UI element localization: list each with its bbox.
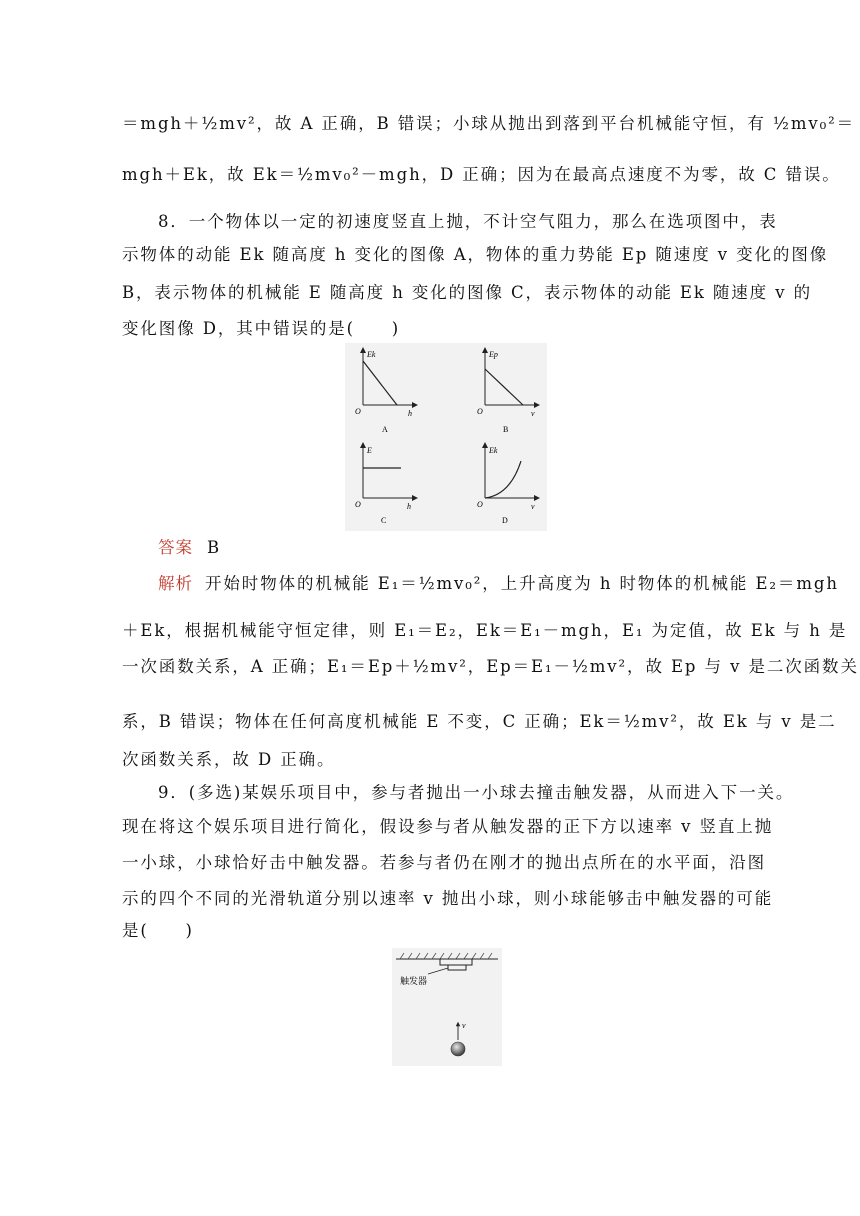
graph-d-caption: D (502, 516, 508, 525)
question-8-line: 示物体的动能 Ek 随高度 h 变化的图像 A，物体的重力势能 Ep 随速度 v 变化的图像 (122, 245, 829, 264)
trigger-figure (392, 948, 502, 1066)
graph-a (355, 350, 415, 434)
velocity-label: v (462, 1021, 466, 1030)
graph-c-ylabel: E (367, 446, 372, 455)
analysis-line: 次函数关系，故 D 正确。 (122, 750, 336, 769)
question-8-line: 8．一个物体以一定的初速度竖直上抛，不计空气阻力，那么在选项图中，表 (158, 212, 778, 231)
graph-c (355, 445, 415, 525)
ceiling (396, 953, 498, 959)
answer-value: B (207, 538, 222, 557)
energy-graphs-figure (345, 343, 547, 531)
answer-label: 答案 (158, 538, 193, 557)
question-8-line: B，表示物体的机械能 E 随高度 h 变化的图像 C，表示物体的动能 Ek 随速度 v 的 (122, 283, 812, 302)
energy-graphs-svg (345, 343, 547, 531)
graph-c-origin: O (355, 500, 361, 509)
trigger-pointer-line (428, 968, 448, 974)
answer-line (158, 537, 742, 559)
ball (451, 1042, 465, 1056)
text-line: ＝mgh＋½mv²，故 A 正确，B 错误；小球从抛出到落到平台机械能守恒，有 ½mv₀²＝ (122, 114, 856, 133)
graph-a-line (363, 361, 397, 405)
trigger-device (440, 959, 472, 970)
graph-b-xlabel: v (531, 409, 535, 418)
graph-d (477, 445, 537, 525)
graph-d-xlabel: v (531, 502, 535, 511)
graph-a-ylabel: Ek (367, 350, 376, 359)
graph-b (477, 350, 537, 434)
analysis-line: ＋Ek，根据机械能守恒定律，则 E₁＝E₂，Ek＝E₁－mgh，E₁ 为定值，故 Ek 与 h 是 (122, 621, 848, 640)
question-8-line: 变化图像 D，其中错误的是( ) (122, 319, 401, 338)
graph-d-curve (485, 461, 521, 498)
analysis-line (158, 573, 839, 595)
graph-a-origin: O (355, 407, 361, 416)
trigger-label: 触发器 (400, 976, 428, 986)
text-line: mgh＋Ek，故 Ek＝½mv₀²－mgh，D 正确；因为在最高点速度不为零，故 C 错误。 (122, 165, 841, 184)
question-9-line: 9．(多选)某娱乐项目中，参与者抛出一小球去撞击触发器，从而进入下一关。 (158, 783, 795, 802)
graph-b-ylabel: Ep (489, 350, 498, 359)
question-9-line: 是( ) (122, 921, 194, 940)
question-9-line: 示的四个不同的光滑轨道分别以速率 v 抛出小球，则小球能够击中触发器的可能 (122, 889, 774, 908)
graph-d-ylabel: Ek (489, 446, 498, 455)
graph-c-xlabel: h (407, 502, 411, 511)
graph-a-xlabel: h (408, 409, 412, 418)
analysis-text: 开始时物体的机械能 E₁＝½mv₀²，上升高度为 h 时物体的机械能 E₂＝mgh (205, 574, 839, 593)
question-9-line: 现在将这个娱乐项目进行简化，假设参与者从触发器的正下方以速率 v 竖直上抛 (122, 817, 774, 836)
graph-d-origin: O (477, 500, 483, 509)
analysis-line: 系，B 错误；物体在任何高度机械能 E 不变，C 正确；Ek＝½mv²，故 Ek 与 v 是二 (122, 712, 837, 731)
graph-a-caption: A (382, 425, 388, 434)
question-9-line: 一小球，小球恰好击中触发器。若参与者仍在刚才的抛出点所在的水平面，沿图 (122, 853, 766, 872)
graph-c-caption: C (381, 516, 387, 525)
graph-b-origin: O (477, 407, 483, 416)
graph-b-caption: B (503, 425, 509, 434)
analysis-label: 解析 (158, 574, 193, 593)
analysis-line: 一次函数关系，A 正确；E₁＝Ep＋½mv²，Ep＝E₁－½mv²，故 Ep 与 v 是二次函数关 (122, 657, 859, 676)
graph-b-line (485, 369, 523, 405)
trigger-figure-svg (392, 948, 502, 1066)
